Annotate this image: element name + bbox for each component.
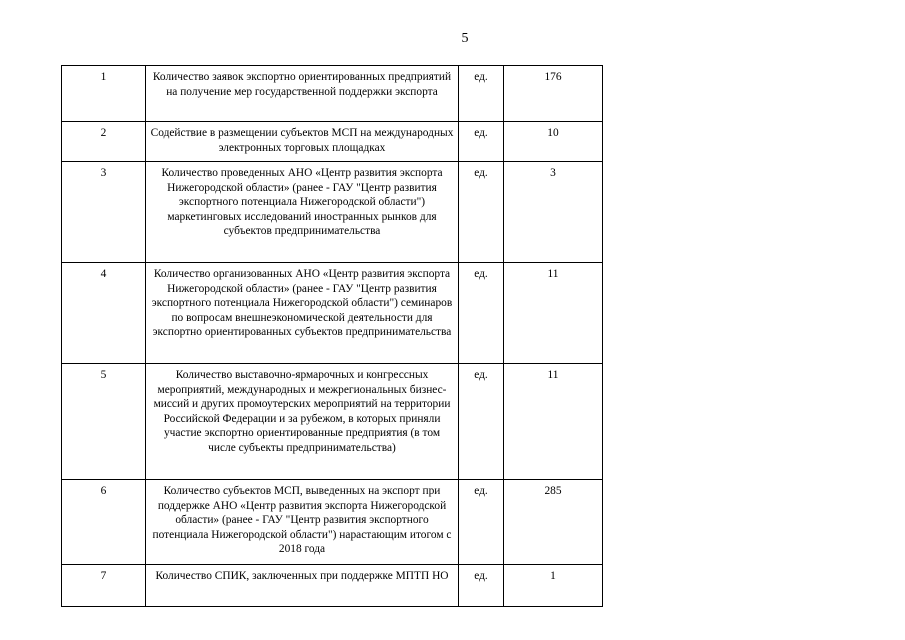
unit-cell: ед. (459, 364, 504, 480)
unit-cell: ед. (459, 162, 504, 263)
row-number: 1 (62, 66, 146, 122)
unit-cell: ед. (459, 263, 504, 364)
value-cell: 1 (504, 565, 603, 607)
table-row (62, 122, 603, 162)
unit-cell: ед. (459, 66, 504, 122)
indicator-name: Количество выставочно-ярмарочных и конгрессных мероприятий, международных и межрегиональных бизнес-миссий и других промоутерских мероприятий на территории Российской Федерации и за рубежом, в которых приняли участие экспортно ориентированные предприятия (в том числе субъекты предпринимательства) (146, 364, 459, 480)
table-row (62, 162, 603, 263)
page-number: 5 (461, 31, 469, 46)
table-row (62, 263, 603, 364)
unit-cell: ед. (459, 565, 504, 607)
row-number: 4 (62, 263, 146, 364)
value-cell: 11 (504, 364, 603, 480)
indicator-name: Количество заявок экспортно ориентированных предприятий на получение мер государственной поддержки экспорта (146, 66, 459, 122)
indicator-name: Количество субъектов МСП, выведенных на экспорт при поддержке АНО «Центр развития экспорта Нижегородской области» (ранее - ГАУ "Центр развития экспортного потенциала Нижегородской области") нарастающим итогом с 2018 года (146, 480, 459, 565)
indicator-name: Количество организованных АНО «Центр развития экспорта Нижегородской области» (ранее - ГАУ "Центр развития экспортного потенциала Нижегородской области") семинаров по вопросам внешнеэкономической деятельности для экспортно ориентированных субъектов предпринимательства (146, 263, 459, 364)
row-number: 2 (62, 122, 146, 162)
row-number: 3 (62, 162, 146, 263)
row-number: 5 (62, 364, 146, 480)
indicator-name: Количество СПИК, заключенных при поддержке МПТП НО (146, 565, 459, 607)
table-row (62, 480, 603, 565)
table-row (62, 565, 603, 607)
value-cell: 11 (504, 263, 603, 364)
row-number: 6 (62, 480, 146, 565)
value-cell: 3 (504, 162, 603, 263)
indicators-table (61, 65, 603, 607)
value-cell: 176 (504, 66, 603, 122)
value-cell: 285 (504, 480, 603, 565)
unit-cell: ед. (459, 480, 504, 565)
indicator-name: Содействие в размещении субъектов МСП на международных электронных торговых площадках (146, 122, 459, 162)
unit-cell: ед. (459, 122, 504, 162)
table-row (62, 66, 603, 122)
value-cell: 10 (504, 122, 603, 162)
row-number: 7 (62, 565, 146, 607)
table-row (62, 364, 603, 480)
indicator-name: Количество проведенных АНО «Центр развития экспорта Нижегородской области» (ранее - ГАУ "Центр развития экспортного потенциала Нижегородской области") маркетинговых исследований иностранных рынков для субъектов предпринимательства (146, 162, 459, 263)
